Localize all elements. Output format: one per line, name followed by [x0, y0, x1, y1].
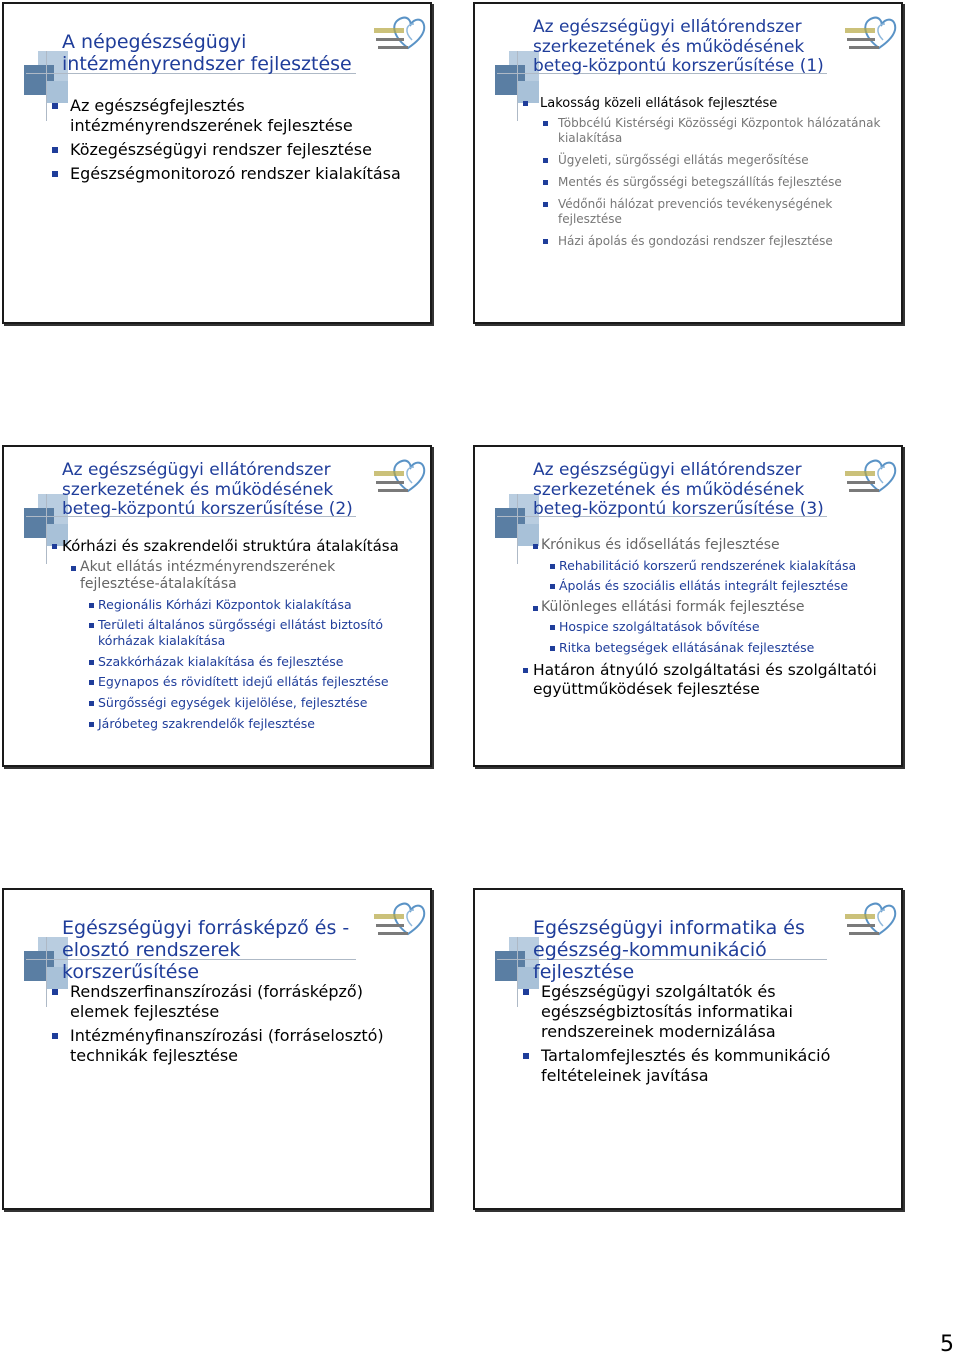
list-item: Egészségmonitorozó rendszer kialakítása: [52, 164, 410, 184]
list-item: Házi ápolás és gondozási rendszer fejlesztése: [523, 234, 881, 249]
bullet-list: [52, 96, 410, 188]
slide-title: A népegészségügyi intézményrendszer fejlesztése: [62, 31, 352, 75]
square-bullet-icon: [52, 103, 58, 109]
square-bullet-icon: [533, 544, 538, 549]
square-bullet-icon: [523, 101, 528, 106]
list-item: Rendszerfinanszírozási (forrásképző) elemek fejlesztése: [52, 982, 410, 1022]
heart-logo-icon: [372, 894, 428, 942]
square-bullet-icon: [89, 603, 94, 608]
list-item: Krónikus és idősellátás fejlesztése: [523, 537, 887, 555]
square-bullet-icon: [52, 171, 58, 177]
list-item: Szakkórházak kialakítása és fejlesztése: [52, 654, 416, 670]
list-item: Határon átnyúló szolgáltatási és szolgáltatói együttműködések fejlesztése: [523, 661, 887, 700]
heart-logo-icon: [843, 8, 899, 56]
square-bullet-icon: [543, 239, 548, 244]
slide-title: Egészségügyi forrásképző és -elosztó rendszerek korszerűsítése: [62, 917, 350, 983]
square-bullet-icon: [543, 158, 548, 163]
slide-title: Egészségügyi informatika és egészség-kommunikáció fejlesztése: [533, 917, 805, 983]
list-item: Védőnői hálózat prevenciós tevékenységének fejlesztése: [523, 197, 881, 227]
page-number: 5: [940, 1332, 954, 1357]
list-item: Egészségügyi szolgáltatók és egészségbiztosítás informatikai rendszereinek modernizálása: [523, 982, 881, 1042]
list-item: Intézményfinanszírozási (forráselosztó) technikák fejlesztése: [52, 1026, 410, 1066]
slide-4: [473, 445, 903, 767]
bullet-list: [52, 982, 410, 1070]
heart-logo-icon: [372, 451, 428, 499]
square-bullet-icon: [52, 544, 57, 549]
square-bullet-icon: [89, 722, 94, 727]
list-item: Lakosság közeli ellátások fejlesztése: [523, 96, 881, 112]
square-bullet-icon: [543, 121, 548, 126]
sub-bullet-list: [523, 116, 881, 256]
slide-title: Az egészségügyi ellátórendszer szerkezetének és működésének beteg-központú korszerűsítése (1): [533, 17, 824, 77]
list-item: Kórházi és szakrendelői struktúra átalakítása: [52, 537, 416, 556]
square-bullet-icon: [523, 1053, 529, 1059]
slide-1: [2, 2, 432, 324]
heart-logo-icon: [843, 451, 899, 499]
slide-5: [2, 888, 432, 1210]
square-bullet-icon: [52, 147, 58, 153]
list-item: Akut ellátás intézményrendszerének fejlesztése-átalakítása: [52, 559, 416, 594]
square-bullet-icon: [52, 1033, 58, 1039]
square-bullet-icon: [550, 646, 555, 651]
heart-logo-icon: [372, 8, 428, 56]
list-item: Mentés és sürgősségi betegszállítás fejlesztése: [523, 175, 881, 190]
list-item: Területi általános sürgősségi ellátást biztosító kórházak kialakítása: [52, 617, 416, 648]
square-bullet-icon: [550, 584, 555, 589]
list-item: Hospice szolgáltatások bővítése: [523, 619, 887, 635]
bullet-list: [523, 537, 887, 702]
list-item: Közegészségügyi rendszer fejlesztése: [52, 140, 410, 160]
list-item: Sürgősségi egységek kijelölése, fejlesztése: [52, 695, 416, 711]
square-bullet-icon: [523, 989, 529, 995]
list-item: Ritka betegségek ellátásának fejlesztése: [523, 640, 887, 656]
square-bullet-icon: [523, 668, 528, 673]
bullet-list: [52, 537, 416, 736]
square-bullet-icon: [543, 202, 548, 207]
square-bullet-icon: [89, 701, 94, 706]
square-bullet-icon: [89, 623, 94, 628]
slide-3: [2, 445, 432, 767]
square-bullet-icon: [543, 180, 548, 185]
list-item: Tartalomfejlesztés és kommunikáció feltételeinek javítása: [523, 1046, 881, 1086]
list-item: Regionális Kórházi Központok kialakítása: [52, 597, 416, 613]
list-item: Ügyeleti, sürgősségi ellátás megerősítése: [523, 153, 881, 168]
square-bullet-icon: [550, 625, 555, 630]
square-bullet-icon: [89, 660, 94, 665]
slide-title: Az egészségügyi ellátórendszer szerkezetének és működésének beteg-központú korszerűsítése (3): [533, 460, 824, 520]
list-item: Egynapos és rövidített idejű ellátás fejlesztése: [52, 674, 416, 690]
list-item: Ápolás és szociális ellátás integrált fejlesztése: [523, 578, 887, 594]
square-bullet-icon: [71, 566, 76, 571]
list-item: Rehabilitáció korszerű rendszerének kialakítása: [523, 558, 887, 574]
square-bullet-icon: [52, 989, 58, 995]
square-bullet-icon: [550, 564, 555, 569]
heart-logo-icon: [843, 894, 899, 942]
square-bullet-icon: [89, 680, 94, 685]
square-bullet-icon: [533, 606, 538, 611]
list-item: Az egészségfejlesztés intézményrendszerének fejlesztése: [52, 96, 410, 136]
list-item: Különleges ellátási formák fejlesztése: [523, 599, 887, 617]
list-item: Többcélú Kistérségi Közösségi Központok hálózatának kialakítása: [523, 116, 881, 146]
slide-2: [473, 2, 903, 324]
slide-title: Az egészségügyi ellátórendszer szerkezetének és működésének beteg-központú korszerűsítése (2): [62, 460, 353, 520]
bullet-list: [523, 982, 881, 1090]
slide-6: [473, 888, 903, 1210]
list-item: Járóbeteg szakrendelők fejlesztése: [52, 716, 416, 732]
